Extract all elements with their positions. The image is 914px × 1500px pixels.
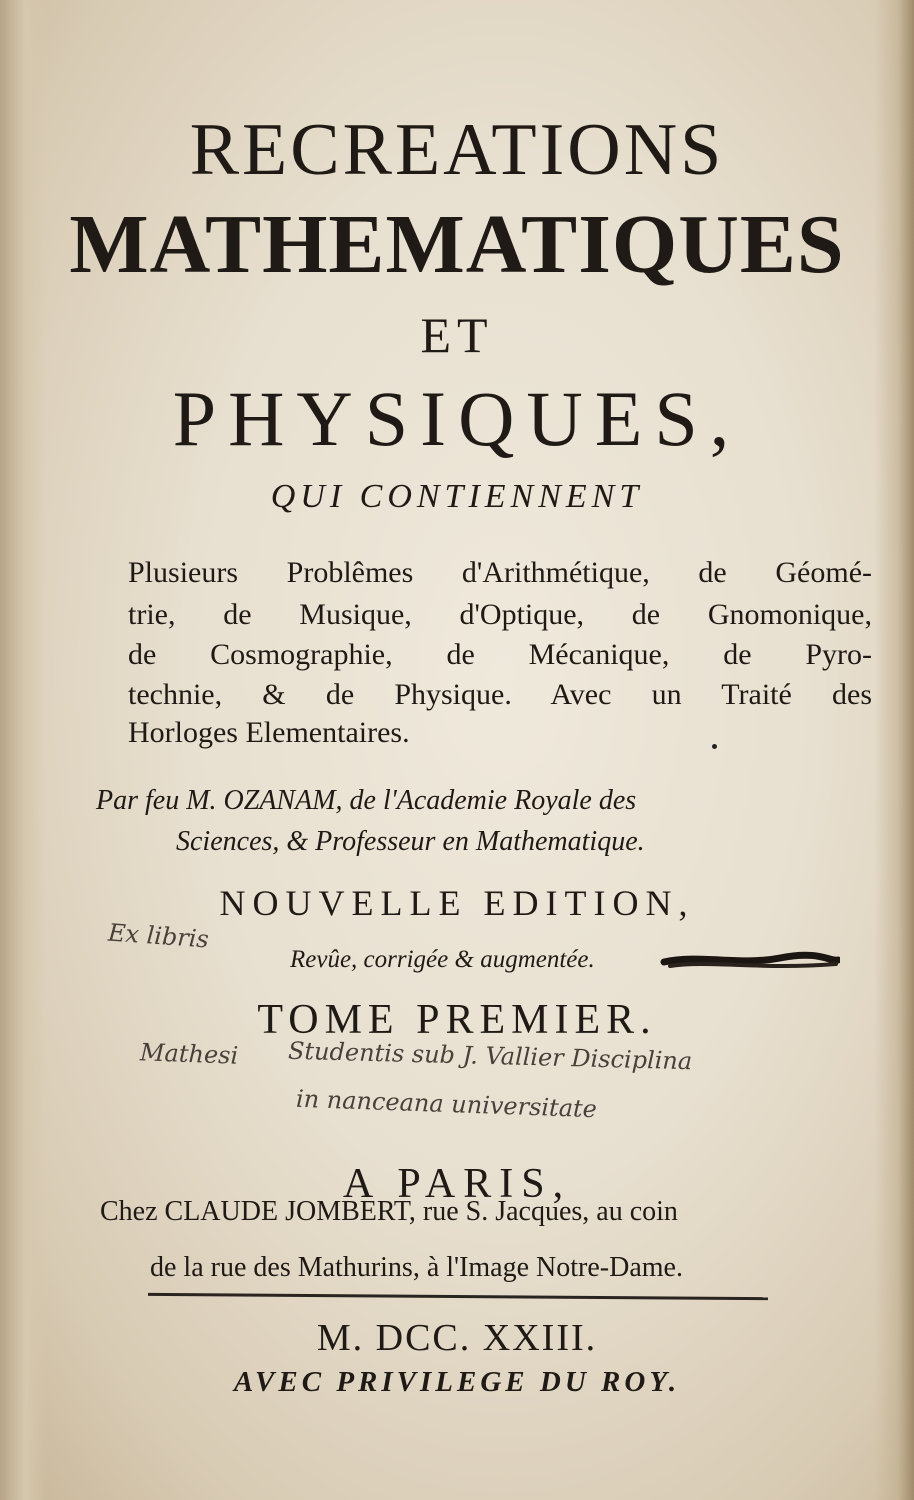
title-physiques: PHYSIQUES, (172, 375, 742, 462)
description-line: de Cosmographie, de Mécanique, de Pyro- (128, 638, 872, 671)
imprint-year: M. DCC. XXIII. (316, 1317, 598, 1359)
handwritten-line: Mathesi (139, 1038, 239, 1070)
publisher-line: Chez CLAUDE JOMBERT, rue S. Jacques, au coin (100, 1196, 678, 1227)
handwritten-ex-libris: Ex libris (107, 918, 210, 954)
ink-dot (712, 744, 717, 749)
author-line: Sciences, & Professeur en Mathematique. (176, 826, 645, 857)
description-line: technie, & de Physique. Avec un Traité des (128, 678, 872, 711)
handwritten-line: Studentis sub J. Vallier Disciplina (287, 1036, 693, 1076)
edition-label: NOUVELLE EDITION, (219, 883, 695, 923)
author-line: Par feu M. OZANAM, de l'Academie Royale des (96, 785, 637, 816)
description-line: Plusieurs Problêmes d'Arithmétique, de Géomé- (128, 556, 872, 589)
title-et: ET (420, 307, 494, 363)
ink-strikethrough (660, 948, 840, 974)
horizontal-rule (148, 1293, 768, 1300)
handwritten-line: in nanceana universitate (295, 1084, 598, 1124)
description-line: trie, de Musique, d'Optique, de Gnomonique, (128, 598, 872, 631)
publisher-line: de la rue des Mathurins, à l'Image Notre-Dame. (150, 1252, 683, 1283)
title-mathematiques: MATHEMATIQUES (69, 198, 845, 291)
edition-revision: Revûe, corrigée & augmentée. (290, 946, 595, 973)
title-qui-contiennent: QUI CONTIENNENT (270, 478, 644, 515)
imprint-place: A PARIS, (342, 1161, 572, 1207)
royal-privilege: AVEC PRIVILEGE DU ROY. (233, 1366, 681, 1398)
title-recreations: RECREATIONS (189, 109, 725, 191)
tome-label: TOME PREMIER. (257, 997, 657, 1043)
description-line: Horloges Elementaires. (128, 716, 410, 749)
